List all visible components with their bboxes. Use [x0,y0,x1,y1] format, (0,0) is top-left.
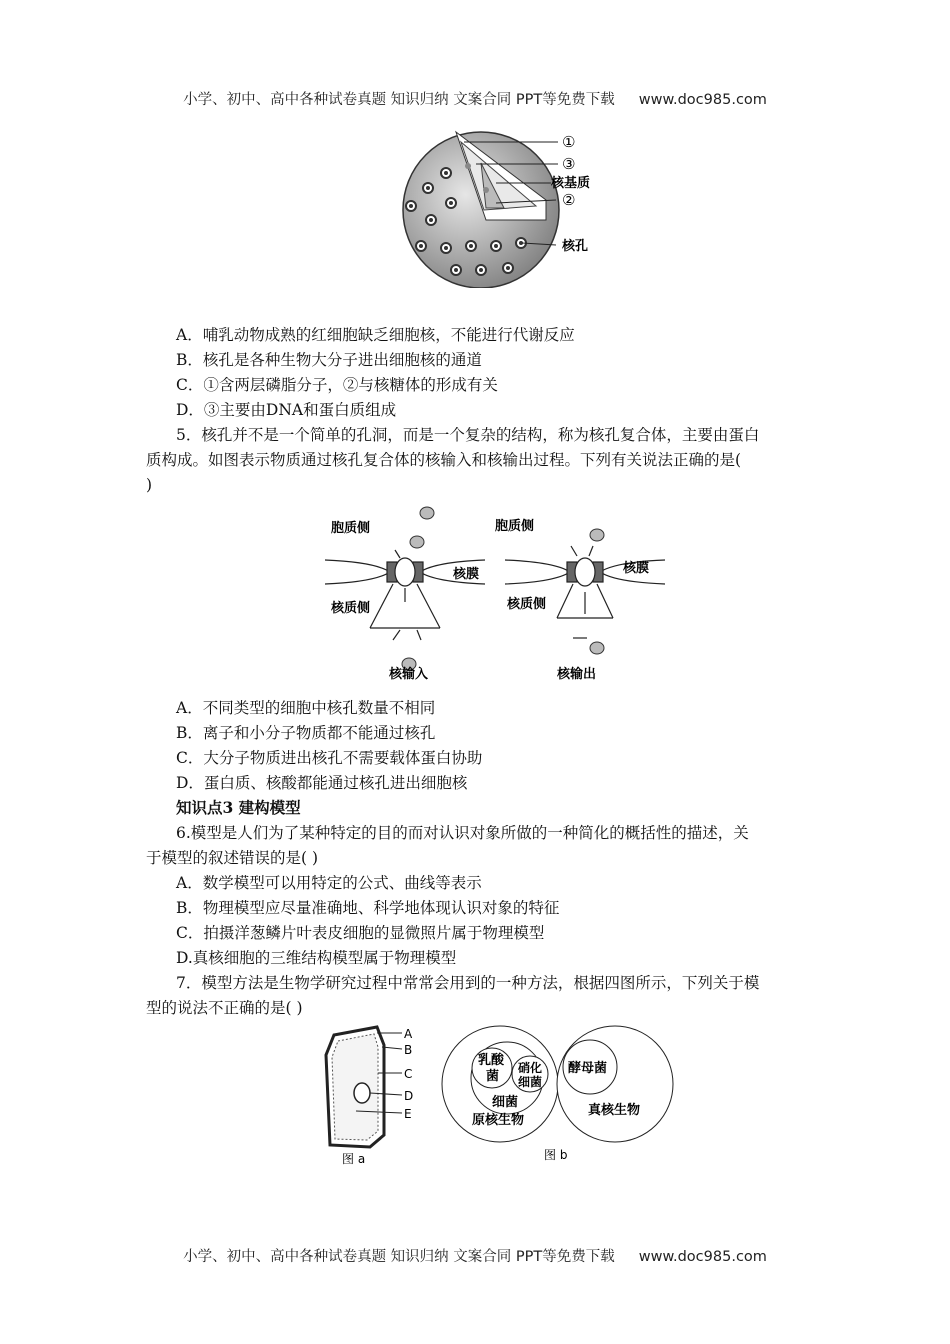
label-3: ③ [562,155,576,173]
nitr-label-2: 细菌 [518,1075,543,1089]
figure-b-venn [440,1022,690,1167]
header-text: 小学、初中、高中各种试卷真题 知识归纳 文案合同 PPT等免费下载 [183,92,615,108]
label-1: ① [562,133,576,151]
eukaryote-label: 真核生物 [588,1103,641,1118]
lactic-label-1: 乳酸 [478,1053,505,1068]
cyto-right-label: 胞质侧 [495,519,535,534]
bacteria-label: 细菌 [492,1095,519,1110]
membrane-left-label: 核膜 [453,567,480,582]
q6-option-b: B．物理模型应尽量准确地、科学地体现认识对象的特征 [176,899,560,917]
footer-site: www.doc985.com [638,1249,767,1265]
page-header [0,88,950,109]
q7-stem-1: 7．模型方法是生物学研究过程中常常会用到的一种方法，根据四图所示，下列关于模 [176,974,760,992]
nucleo-right-label: 核质侧 [507,597,547,612]
nitr-label-1: 硝化 [518,1061,543,1075]
q6-option-d: D.真核细胞的三维结构模型属于物理模型 [176,949,457,967]
q6-stem-1: 6.模型是人们为了某种特定的目的而对认识对象所做的一种简化的概括性的描述，关 [176,824,749,842]
label-E: E [404,1107,412,1121]
nuclear-pore-figure [325,500,665,685]
prokaryote-label: 原核生物 [472,1113,525,1128]
q5-option-c: C．大分子物质进出核孔不需要载体蛋白协助 [176,749,483,767]
q4-option-d: D．③主要由DNA和蛋白质组成 [176,401,397,419]
page-footer [0,1245,950,1266]
q5-option-d: D．蛋白质、核酸都能通过核孔进出细胞核 [176,774,468,792]
nucleo-left-label: 核质侧 [331,601,371,616]
label-D: D [404,1089,414,1103]
yeast-label: 酵母菌 [568,1061,608,1076]
q5-option-b: B．离子和小分子物质都不能通过核孔 [176,724,436,742]
section-3-heading: 知识点3 建构模型 [176,798,301,817]
figure-a-plant-cell [322,1025,432,1165]
q4-option-a: A．哺乳动物成熟的红细胞缺乏细胞核，不能进行代谢反应 [176,326,575,344]
label-C: C [404,1067,413,1081]
label-matrix: 核基质 [551,176,591,191]
export-label: 核输出 [557,667,597,682]
header-site: www.doc985.com [638,92,767,108]
q5-option-a: A．不同类型的细胞中核孔数量不相同 [176,699,436,717]
label-A: A [404,1027,413,1041]
nucleus-figure [386,128,626,288]
q5-stem-1: 5．核孔并不是一个简单的孔洞，而是一个复杂的结构，称为核孔复合体，主要由蛋白 [176,426,760,444]
label-pore: 核孔 [562,239,589,254]
q7-stem-2: 型的说法不正确的是( ) [146,999,303,1017]
label-B: B [404,1043,413,1057]
label-2: ② [562,191,576,209]
q5-stem-3: ) [146,476,153,494]
q4-option-c: C．①含两层磷脂分子，②与核糖体的形成有关 [176,376,498,394]
caption-b: 图 b [544,1148,568,1162]
footer-text: 小学、初中、高中各种试卷真题 知识归纳 文案合同 PPT等免费下载 [183,1249,615,1265]
q4-option-b: B．核孔是各种生物大分子进出细胞核的通道 [176,351,482,369]
caption-a: 图 a [342,1152,366,1165]
import-label: 核输入 [389,667,429,682]
q6-stem-2: 于模型的叙述错误的是( ) [146,849,319,867]
cyto-left-label: 胞质侧 [331,521,371,536]
q5-stem-2: 质构成。如图表示物质通过核孔复合体的核输入和核输出过程。下列有关说法正确的是( [146,451,742,469]
lactic-label-2: 菌 [486,1069,500,1084]
q6-option-c: C．拍摄洋葱鳞片叶表皮细胞的显微照片属于物理模型 [176,924,545,942]
q6-option-a: A．数学模型可以用特定的公式、曲线等表示 [176,874,482,892]
membrane-right-label: 核膜 [623,561,650,576]
